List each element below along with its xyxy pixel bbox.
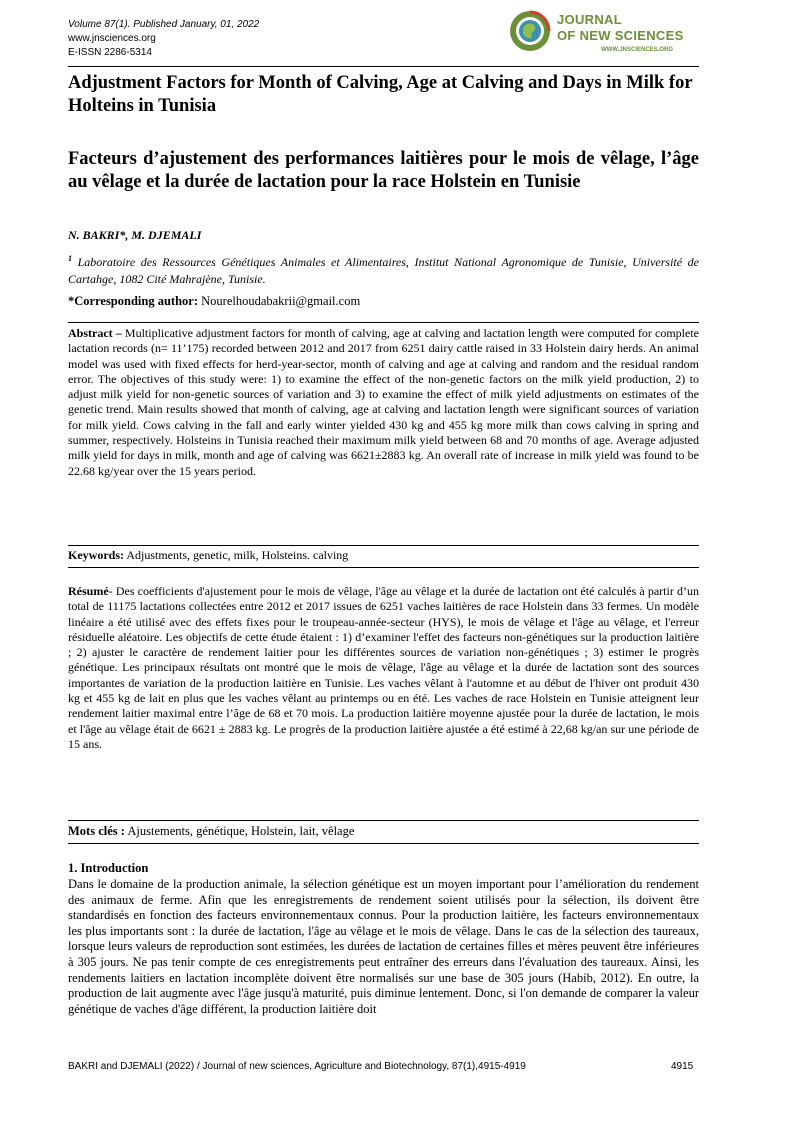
mots-cles-label: Mots clés : [68,824,125,838]
abstract-text: Multiplicative adjustment factors for month of calving, age at calving and lactation length were computed for complete lactation records (n= 11’175) recorded between 2012 and 2017 from 6251 dairy cattle raised in 33 Holstein dairy herds. An animal model was used with fixed effects for herd-year-sector, month of calving and age at calving and random and the residual random error. The objectives of this study were: 1) to examine the effect of the non-genetic factors on the milk yield production, 2) to adjust milk yield for non-genetic sources of variation and 3) to examine the effect of milk yield adjustments on estimates of the genetic trend. Main results showed that month of calving, age at calving and lactation length were significant sources of variation for milk yield. Cows calving in the fall and early winter yielded 430 kg and 455 kg more milk than cows calving in spring and summer, respectively. Holsteins in Tunisia reached their maximum milk yield between 68 and 70 months of age. Average adjusted milk yield for days in milk, month and age of calving was 6621±2883 kg. An overall rate of increase in milk yield was found to be 22.68 kg/year over the 15 years period. [68,326,699,478]
abstract-label: Abstract – [68,326,122,340]
authors: N. BAKRI*, M. DJEMALI [68,228,202,242]
page-number: 4915 [671,1061,694,1072]
resume-label: Résumé [68,584,109,598]
corresponding-label: *Corresponding author: [68,294,198,308]
journal-logo [505,6,725,66]
keywords-divider-bottom [68,567,699,568]
footer-citation: BAKRI and DJEMALI (2022) / Journal of new sciences, Agriculture and Biotechnology, 87(1),4915-4919 [68,1061,526,1072]
website-line: www.jnsciences.org [68,33,156,44]
journal-meta [68,18,259,60]
affiliation-text: Laboratoire des Ressources Génétiques Animales et Alimentaires, Institut National Agronomique de Tunisie, Université de Cartahge, 1082 Cité Mahrajène, Tunisie. [68,255,699,286]
keywords [68,548,348,563]
mots-cles [68,824,354,839]
keywords-divider-top [68,545,699,546]
title-english: Adjustment Factors for Month of Calving, Age at Calving and Days in Milk for Holteins in Tunisia [68,73,693,116]
globe-logo-icon [509,10,551,52]
corresponding-author [68,294,360,309]
resume-text: - Des coefficients d'ajustement pour le mois de vêlage, l'âge au vêlage et la durée de lactation ont été calculés à partir d’un total de 11175 lactations collectées entre 2012 et 2017 issues de 6251 vaches laitières de race Holstein dans 33 fermes. Un modèle linéaire a été utilisé avec des effets fixes pour le troupeau-année-secteur (HYS), le mois de vêlage et l'âge au vêlage, et l'erreur résiduelle aléatoire. Les objectifs de cette étude étaient : 1) d’examiner l'effet des facteurs non-génétiques sur la production laitière ; 2) ajuster le caractère de rendement laitier pour les différentes sources de variation non-génétiques ; 3) estimer le progrès génétique. Les principaux résultats ont montré que le mois de vêlage, l'âge au vêlage et la durée de lactation sont des sources importantes de variation de la production laitière en Tunisie. Les vaches vêlant à l'automne et au début de l'hiver ont produit 430 kg et 455 kg de lait en plus que les vaches vêlant au printemps ou en été. Les vaches de race Holstein en Tunisie atteignent leur rendement laitier maximal entre l’âge de 68 et 70 mois. La production laitière moyenne ajustée pour la durée de lactation, le mois et l'âge au vêlage était de 6621 ± 2883 kg. Le progrès de la production laitière ajustée a été estimé à 22,68 kg/an sur une période de 15 ans. [68,584,699,751]
abstract [68,326,699,479]
logo-url: WWW.JNSCIENCES.ORG [601,47,674,53]
resume [68,584,699,752]
header-divider [68,66,699,67]
keywords-text: Adjustments, genetic, milk, Holsteins. calving [124,548,349,562]
title-french: Facteurs d’ajustement des performances laitières pour le mois de vêlage, l’âge au vêlage et la durée de lactation pour la race Holstein en Tunisie [68,149,699,192]
logo-line1: JOURNAL [557,12,622,27]
affiliation-marker: 1 [68,254,72,263]
volume-line: Volume 87(1). Published January, 01, 2022 [68,19,260,30]
introduction-heading: 1. Introduction [68,861,149,875]
introduction-text: Dans le domaine de la production animale, la sélection génétique est un moyen important pour l’amélioration du rendement des animaux de ferme. Afin que les enregistrements de rendement soient utilisés pour la sélection, ils doivent être standardisés en fonction des facteurs environnementaux connus. Pour la production laitière, les facteurs environnementaux les plus importants sont : la durée de lactation, l'âge au vêlage et le mois de vêlage. Dans le cas de la sélection des taureaux, lorsque leurs valeurs de reproduction sont estimées, les durées de lactation de certaines filles et mères peuvent être inférieures à 305 jours. Ne pas tenir compte de ces enregistrements peut entraîner des erreurs dans l'évaluation des taureaux. Ainsi, les rendements laitiers en lactation incomplète doivent être normalisés sur une base de 305 jours (Habib, 2012). En outre, la production de lait augmente avec l'âge jusqu'à maturité, puis diminue lentement. Donc, si l'on demande de comparer la valeur génétique de vaches d'âge différent, la production laitière doit [68,877,699,1016]
issn-line: E-ISSN 2286-5314 [68,47,152,58]
abstract-divider-top [68,322,699,323]
logo-line2: OF NEW SCIENCES [557,28,684,43]
mots-cles-divider-top [68,820,699,821]
affiliation [68,250,699,288]
mots-cles-text: Ajustements, génétique, Holstein, lait, vêlage [124,824,355,838]
keywords-label: Keywords: [68,548,124,562]
mots-cles-divider-bottom [68,843,699,844]
corresponding-email: Nourelhoudabakrii@gmail.com [198,294,361,308]
